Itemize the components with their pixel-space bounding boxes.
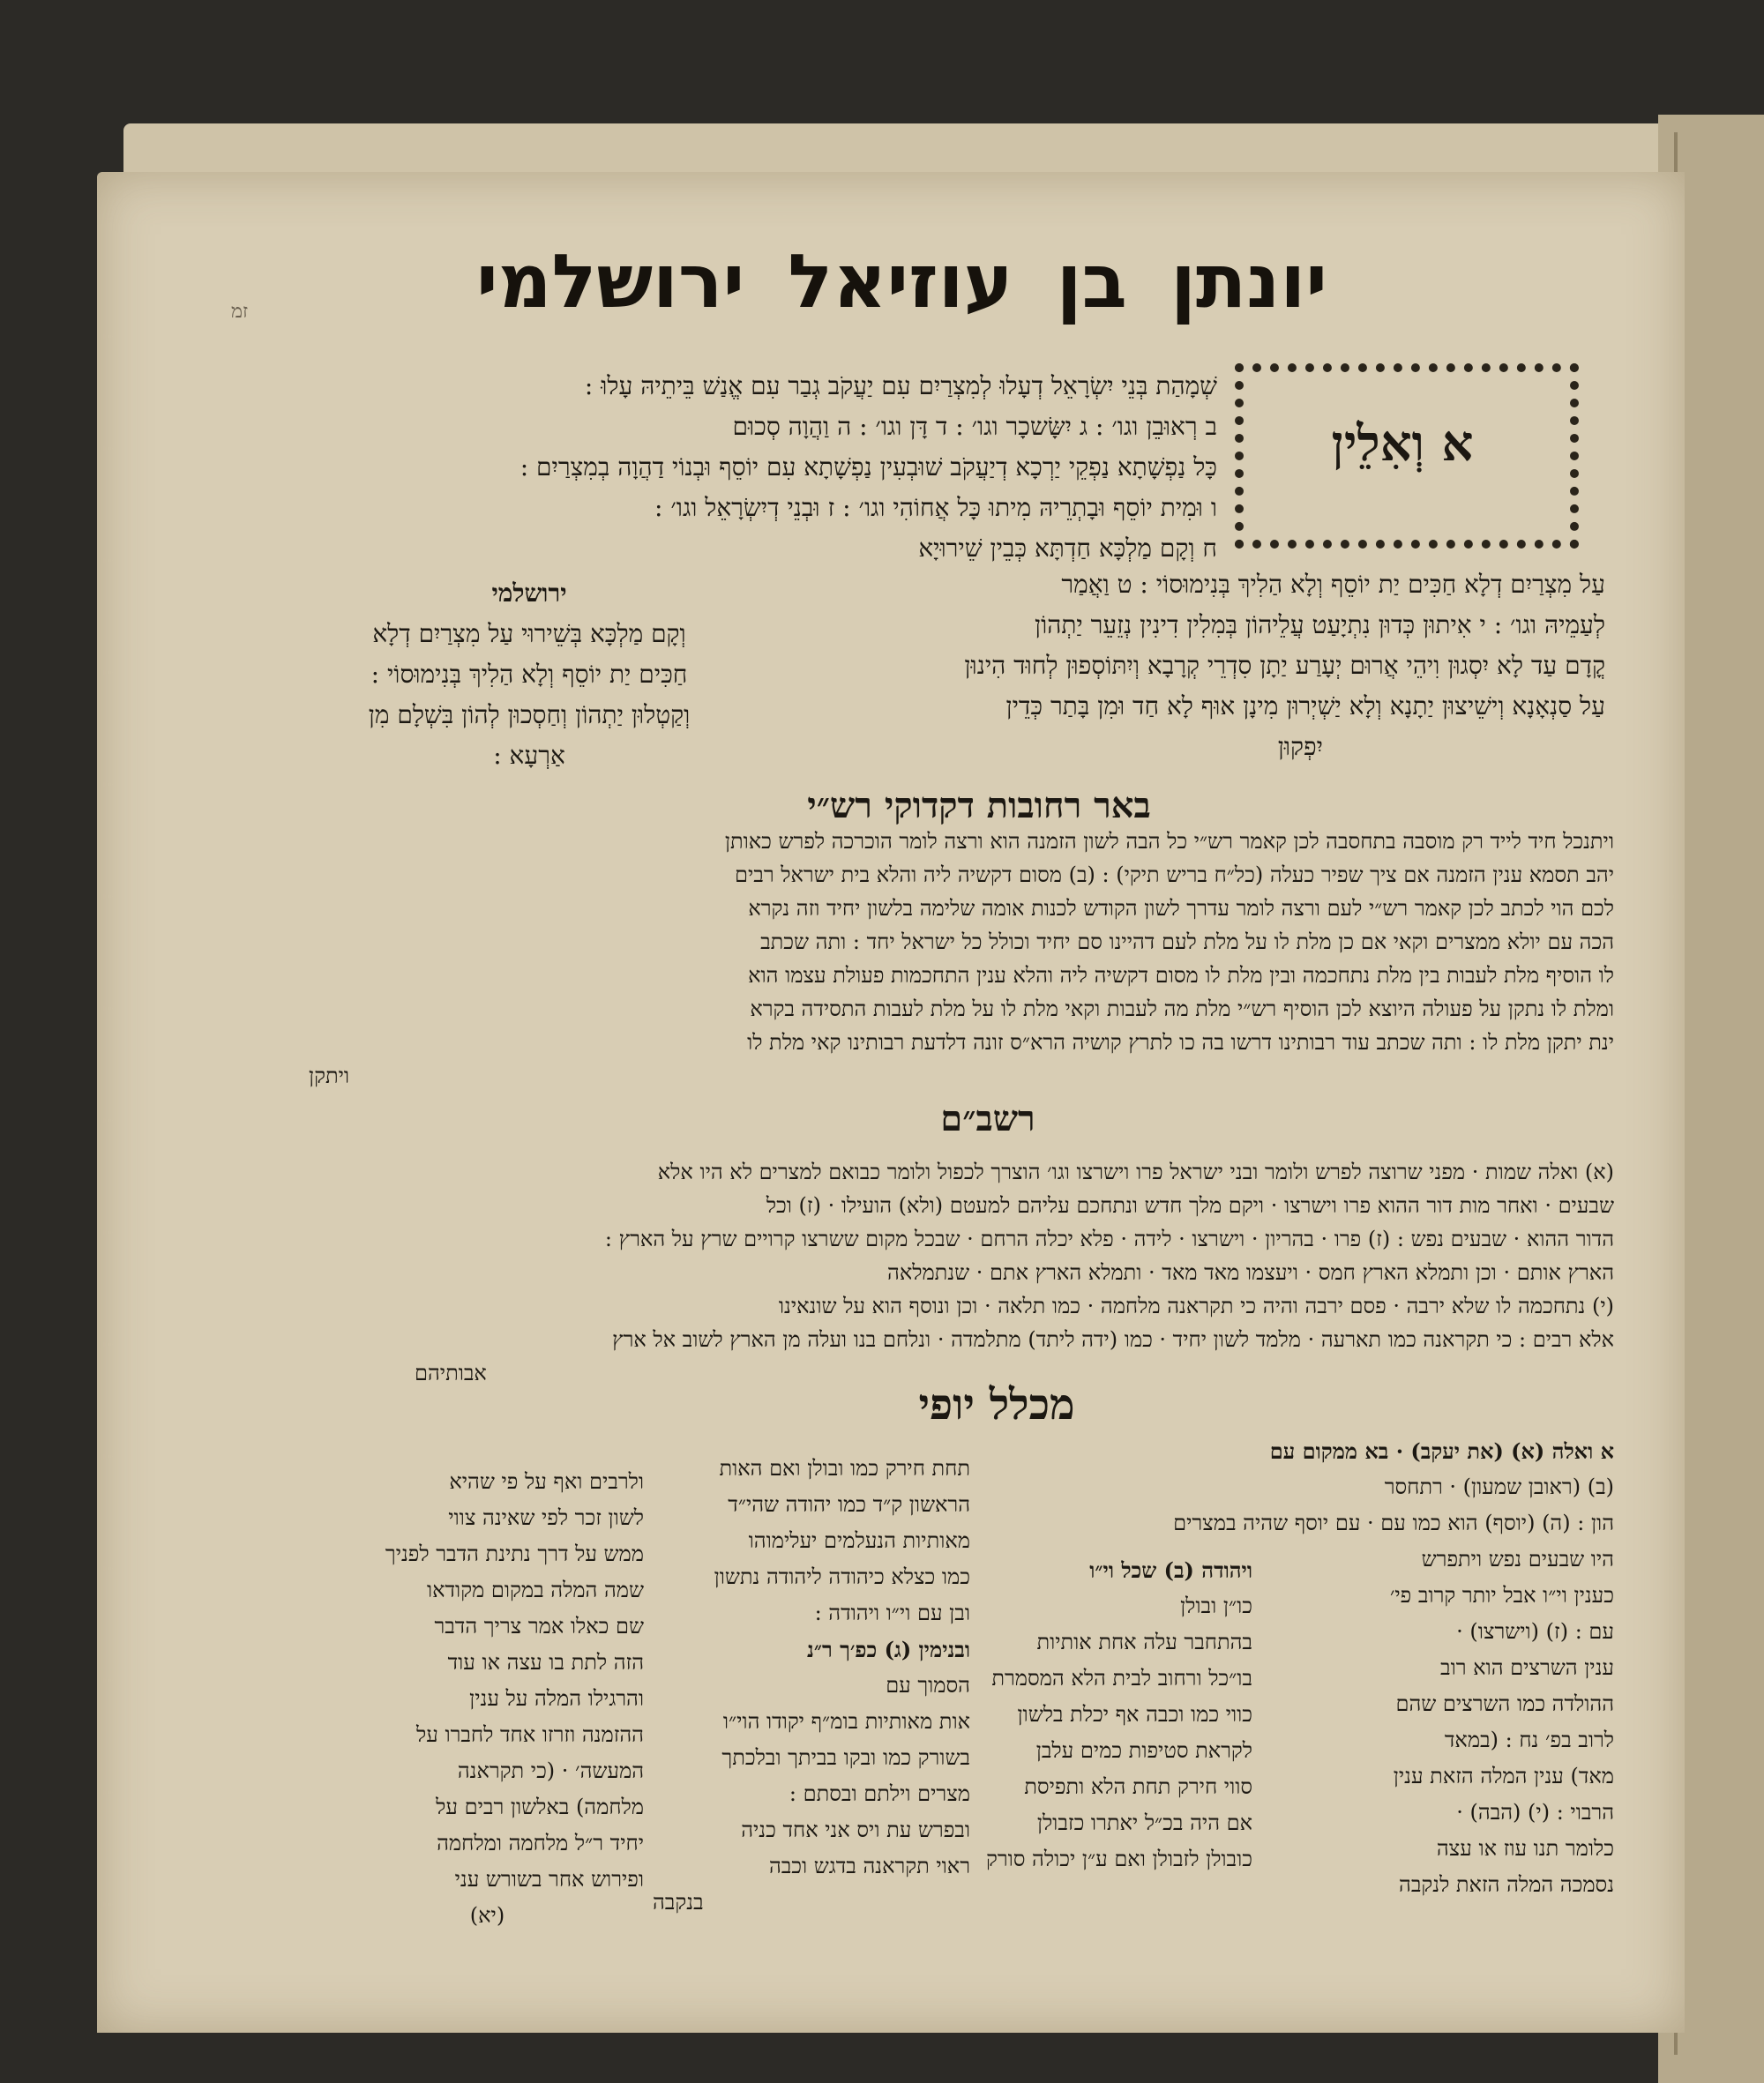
targum-continuation: [776, 564, 1605, 767]
column-line: לקראת סטיפות כמים עלבן: [1035, 1738, 1252, 1763]
column-line: הון : (ה) (יוסף) הוא כמו עם · עם יוסף שהיה במצרים: [1173, 1511, 1614, 1535]
commentary-line: (א) ואלה שמות · מפני שרוצה לפרש ולומר ובני ישראל פרו וישרצו וגו׳ הוצרך לכפול ולומר כבואם למצרים לא היו אלא: [657, 1160, 1614, 1184]
column-line: תחת חירק כמו ובולן ואם האות: [719, 1456, 970, 1481]
frame-opening-word: א וְאִלֵין: [1331, 414, 1474, 473]
column-line: בנקבה: [653, 1890, 704, 1915]
column-line: נסמכה המלה הזאת לנקבה: [1399, 1872, 1614, 1897]
column-line: ההולדה כמו השרצים שהם: [1395, 1691, 1614, 1716]
column-line: לרוב בפ׳ נח : (במאד: [1444, 1728, 1614, 1752]
beer-rechovot-text: [309, 825, 1614, 1093]
column-line: שמה המלה במקום מקודאו: [426, 1578, 644, 1602]
section-heading-beer-rechovot: באר רחובות דקדוקי רש״י: [807, 785, 1151, 826]
column-line: ופירוש אחר בשורש עני: [454, 1867, 644, 1892]
commentary-line: הדור ההוא · שבעים נפש : (ז) פרו · בהריון · וישרצו · לידה · פלא יכלה הרחם · שבכל מקום ששרצו קרויים שרץ על הארץ :: [604, 1227, 1614, 1251]
column-line: בו״כל ורחוב לבית הלא המסמרת: [991, 1666, 1252, 1691]
column-head: א ואלה (א) (את יעקב) · בא ממקום עם: [1269, 1438, 1614, 1464]
commentary-line: (י) נתחכמה לו שלא ירבה · פסם ירבה והיה כי תקראנה מלחמה · כמו תלאה · וכן ונוסף הוא על שונאינו: [778, 1294, 1614, 1318]
column-line: ענין השרצים הוא רוב: [1440, 1655, 1614, 1680]
column-line: מאותיות הנעלמים יעלימוהו: [748, 1528, 970, 1553]
column-line: כענין וי״ו אבל יותר קרוב פי׳: [1389, 1583, 1614, 1608]
rashbam-text: [309, 1155, 1614, 1390]
commentary-line: לו הוסיף מלת לעבות בין מלת נתחכמה ובין מלת לו מסום דקשיה ליה והלא ענין התחכמות פעולת עצמו הוא: [748, 963, 1614, 988]
commentary-line: ויתנכל חיד לייד רק מוסבה בתחסבה לכן קאמר רש״י כל הבה לשון הזמנה הוא ורצה לומר הוכרכה לפרש כאותן: [724, 829, 1614, 854]
column-line: הזה לתת בו עצה או עוד: [447, 1650, 644, 1675]
corner-mark: זמ: [231, 301, 249, 323]
targum-line: ו וּמִית יוֹסֵף וּבָתְרֵיהּ מִיתוּ כָּל אֲחוֹהִי וגו׳ : ז וּבְנֵי דְיִשְׂרָאֵל וגו׳ :: [654, 493, 1217, 522]
column-head: ובנימין (ג) כפ׳ך ר״נ: [807, 1637, 970, 1662]
targum-line: לְעַמֵיהּ וגו׳ : י אִיתוּן כְּדוּן נִתְיָעַט עֲלֵיהוֹן בְּמִלִין דִינִין נְזֵעֵר יַתְהוֹן: [1034, 610, 1605, 639]
column-line: יחיד ר״ל מלחמה ומלחמה: [437, 1831, 644, 1855]
commentary-line: אלא רבים : כי תקראנה כמו תארעה · מלמד לשון יחיד · כמו (ידה ליתד) מתלמדה · ונלחם בנו ועלה מן הארץ לשוב אל ארץ: [612, 1327, 1614, 1352]
yerushalmi-line: וְקַטְלוּן יַתְהוֹן וְחַסְכוּן לְהוֹן בִּשְׁלָם מִן: [368, 700, 691, 729]
commentary-line: לכם הוי לכתב לכן קאמר רש״י לעם ורצה לומר עדרך לשון הקודש לכנות אומה שלימה בלשון יחיד וזה נקרא: [748, 896, 1614, 921]
targum-line: ח וְקָם מַלְכָּא חַדְתָּא כְּבֵין שֵׁירוּיָא: [918, 534, 1217, 563]
commentary-line: הארץ אותם · וכן ותמלא הארץ חמס · ויעצמו מאד מאד · ותמלא הארץ אתם · שנתמלאה: [887, 1260, 1614, 1285]
column-line: ובן עם וי״ו ויהודה :: [814, 1601, 970, 1625]
michlal-column-mid-right: [979, 1552, 1252, 1878]
column-line: הראשון ק״ד כמו יהודה שהי״ד: [728, 1492, 970, 1517]
michlal-column-mid-left: [653, 1451, 970, 1921]
column-head: ויהודה (ב) שכל וי״ו: [1089, 1557, 1252, 1583]
yerushalmi-line: חַכִּים יַת יוֹסֵף וְלָא הַלִיךְ בְּנִימוּסוֹי :: [370, 660, 688, 689]
column-line: סווי חירק תחת הלא ותפיסת: [1024, 1774, 1252, 1799]
column-line: ובפרש עת ויס אני אחד כניה: [741, 1818, 970, 1842]
commentary-line: ויתקן: [309, 1064, 350, 1088]
column-line: כו״ן ובולן: [1180, 1594, 1252, 1618]
column-line: שם כאלו אמר צריך הדבר: [434, 1614, 644, 1639]
column-line: אם היה בכ״ל יאתרו כזבולן: [1036, 1810, 1252, 1835]
column-line: אות מאותיות בומ״ף יקודו הוי״ו: [722, 1709, 970, 1734]
section-heading-rashbam: רשב״ם: [940, 1098, 1035, 1139]
yerushalmi-heading: ירושלמי: [491, 579, 567, 608]
yerushalmi-line: אַרְעָא :: [493, 741, 565, 770]
column-line: ממש על דרך נתינת הדבר לפניך: [385, 1542, 644, 1566]
michlal-column-left: [331, 1464, 644, 1934]
column-line: עם : (ז) (וישרצו) ·: [1456, 1619, 1614, 1644]
targum-line: כָּל נַפְשָׁתָא נַפְקֵי יַרְכָא דְיַעֲקֹב שׁוּבְעִין נַפְשָׁתָא עִם יוֹסֵף וּבְנוֹי דַהֲוָה בְמִצְרַיִם :: [519, 452, 1217, 482]
column-line: בשורק כמו ובקו בביתך ובלכתך: [721, 1745, 970, 1770]
targum-block: [291, 366, 1217, 569]
targum-line: שְׁמָהַת בְּנֵי יִשְׂרָאֵל דְעָלוּ לְמִצְרַיִם עִם יַעֲקֹב גְבַר עִם אֱנַשׁ בֵּיתֵיהּ עָלוּ :: [584, 371, 1217, 400]
yerushalmi-block: [300, 573, 759, 776]
targum-line: ב רְאוּבֵן וגו׳ : ג יִשָּׂשכָר וגו׳ : ד דָּן וגו׳ : ה וַהֲוָה סְכוּם: [732, 412, 1217, 441]
commentary-line: יהב תסמא ענין הזמנה אם ציך שפיר כעלה (כל״ח בריש תיקי) : (ב) מסום דקשיה ליה והלא בית ישראל רבים: [735, 862, 1614, 887]
commentary-line: אבותיהם: [415, 1361, 487, 1385]
page-title: יונתן בן עוזיאל ירושלמי: [476, 238, 1327, 325]
column-line: כובולן לזבולן ואם ע״ן יכולה סורק: [986, 1847, 1252, 1871]
column-line: כמו כצלא כיהודה ליהודה נתשון: [714, 1564, 970, 1589]
column-line: ולרבים ואף על פי שהיא: [449, 1469, 644, 1494]
column-line: המעשה׳ · (כי תקראנה: [457, 1758, 644, 1783]
column-line: ראוי תקראנה בדגש וכבה: [768, 1854, 970, 1878]
commentary-line: ינת יתקן מלת לו : ותה שכתב עוד רבותינו דרשו בה כו לתרץ קושיה הרא״ס זונה דלדעת רבותינו קאי מלת לו: [747, 1030, 1614, 1055]
commentary-line: שבעים · ואחר מות דור ההוא פרו וישרצו · ויקם מלך חדש ונתחכם עליהם למעטם (ולא) הועילו · (ז) וכל: [766, 1193, 1614, 1218]
column-line: מאד) ענין המלה הזאת ענין: [1393, 1764, 1614, 1788]
targum-line: עַל סַנְאָנָא וְישֵׁיצוּן יַתָנָא וְלָא יַשְׁיְרוּן מִינָן אוּף לָא חַד וּמִן בָּתַר כְּדֵין: [1005, 691, 1605, 720]
column-line: (ב) (ראובן שמעון) · רתחסר: [1384, 1475, 1614, 1499]
targum-line: קֳדָם עַד לָא יִסְגוּן וִיהֵי אֲרוּם יְעָרַע יַתָן סִדְרֵי קְרָבָא וְיִתּוֹסְפוּן לְחוּד הִינוּן: [964, 651, 1605, 680]
column-line: מלחמה) באלשון רבים על: [436, 1795, 644, 1819]
column-line: והרגילו המלה על ענין: [469, 1686, 644, 1711]
column-line: ההזמנה וזרזו אחד לחברו על: [416, 1722, 644, 1747]
column-line: הרבוי : (י) (הבה) ·: [1456, 1800, 1614, 1825]
commentary-line: ומלת לו נתקן על פעולה היוצא לכן הוסיף רש״י מלת מה לעבות וקאי מלת לו על מלת לעבות התסידה בקרא: [750, 997, 1614, 1021]
column-line: כלומר תנו עוז או עצה: [1436, 1836, 1614, 1861]
targum-line: עַל מִצְרַיִם דְלָא חַכִּים יַת יוֹסֵף וְלָא הַלִיךְ בְּנִימוּסוֹי : ט וַאֲמַר: [1061, 570, 1605, 599]
yerushalmi-line: וְקָם מַלְכָּא בְּשֵׁירוּי עַל מִצְרַיִם דְלָא: [372, 619, 686, 648]
column-line: כווי כמו וכבה אף יכלת בלשון: [1017, 1702, 1252, 1727]
targum-line: יִפְקוּן: [1277, 732, 1323, 761]
column-line: מצרים וילתם ובסתם :: [789, 1781, 970, 1806]
column-line: היו שבעים נפש ויתפרש: [1421, 1547, 1614, 1572]
column-line: בהתחבר עלה אחת אותיות: [1036, 1630, 1252, 1654]
column-line: (יא): [469, 1903, 505, 1928]
section-heading-michlal-yofi: מכלל יופי: [918, 1380, 1075, 1430]
commentary-line: הכה עם יולא ממצרים וקאי אם כן מלת לו על מלת לעם דהיינו סם יחיד וכולל כל ישראל יחד : ותה שכתב: [760, 930, 1614, 954]
column-line: לשון זכר לפי שאינה צווי: [448, 1505, 644, 1530]
column-line: הסמוך עם: [886, 1673, 970, 1698]
